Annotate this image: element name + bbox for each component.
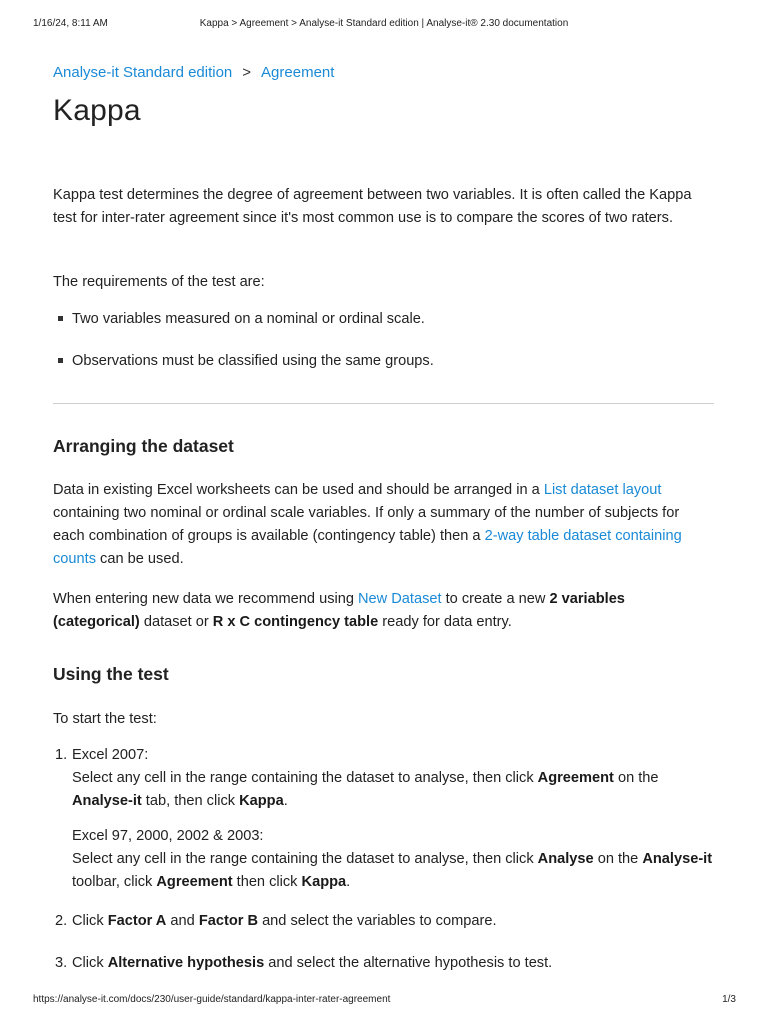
- text-run: When entering new data we recommend using: [53, 591, 359, 607]
- bullet-icon: [58, 316, 63, 321]
- text-run: Select any cell in the range containing the dataset to analyse, then click: [72, 851, 538, 867]
- step-excel2007-text: [72, 767, 714, 813]
- print-datetime: 1/16/24, 8:11 AM: [33, 18, 108, 29]
- text-run: on the: [593, 851, 643, 867]
- requirements-lead: The requirements of the test are:: [53, 274, 265, 290]
- list-item: [53, 910, 714, 952]
- bold-text: Agreement: [537, 770, 614, 786]
- heading-arranging-dataset: Arranging the dataset: [53, 436, 234, 456]
- print-footer: [0, 994, 768, 1008]
- list-item: [53, 952, 714, 975]
- intro-paragraph: Kappa test determines the degree of agreement between two variables. It is often called the Kappa test for inter-rater agreement since it's most common use is to compare the scores of two raters.: [53, 187, 692, 226]
- requirements-list: [53, 308, 714, 392]
- text-run: Data in existing Excel worksheets can be used and should be arranged in a: [53, 482, 544, 498]
- step-excel97-label: Excel 97, 2000, 2002 & 2003:: [72, 828, 264, 844]
- bold-text: Factor B: [198, 913, 259, 929]
- print-header: [0, 18, 768, 32]
- requirement-text: Observations must be classified using the same groups.: [72, 353, 434, 369]
- text-run: can be used.: [96, 551, 184, 567]
- text-run: on the: [613, 770, 659, 786]
- text-run: tab, then click: [141, 793, 240, 809]
- page-title: Kappa: [53, 94, 141, 127]
- text-run: Click: [72, 955, 108, 971]
- text-run: and select the alternative hypothesis to test.: [264, 955, 553, 971]
- text-run: to create a new: [441, 591, 550, 607]
- text-run: .: [283, 793, 288, 809]
- bold-text: Analyse-it: [72, 793, 142, 809]
- bold-text: Agreement: [156, 874, 233, 890]
- list-item: [53, 308, 714, 350]
- link-new-dataset[interactable]: New Dataset: [358, 591, 442, 607]
- bold-text: Alternative hypothesis: [107, 955, 265, 971]
- bold-text: Kappa: [239, 793, 284, 809]
- text-run: then click: [232, 874, 302, 890]
- link-list-dataset-layout[interactable]: List dataset layout: [543, 482, 662, 498]
- bullet-icon: [58, 358, 63, 363]
- step-number: 1.: [55, 747, 68, 763]
- text-run: Select any cell in the range containing the dataset to analyse, then click: [72, 770, 538, 786]
- bold-text: R x C contingency table: [212, 614, 379, 630]
- using-lead: To start the test:: [53, 711, 157, 727]
- print-page-title: Kappa > Agreement > Analyse-it Standard edition | Analyse-it® 2.30 documentation: [199, 18, 569, 29]
- spacer: [72, 813, 714, 825]
- print-url: https://analyse-it.com/docs/230/user-guide/standard/kappa-inter-rater-agreement: [33, 994, 391, 1005]
- arranging-paragraph-2: [53, 588, 714, 634]
- step-number: 2.: [55, 913, 68, 929]
- bold-text: Analyse: [537, 851, 594, 867]
- steps-list: [53, 744, 714, 975]
- breadcrumb-link-standard-edition[interactable]: Analyse-it Standard edition: [53, 64, 233, 81]
- print-page-number: 1/3: [722, 994, 736, 1005]
- breadcrumb-link-agreement[interactable]: Agreement: [261, 64, 335, 81]
- text-run: Click: [72, 913, 108, 929]
- step-excel2007-label: Excel 2007:: [72, 747, 149, 763]
- text-run: and: [166, 913, 199, 929]
- breadcrumb-separator: >: [242, 64, 252, 81]
- list-item: [53, 744, 714, 910]
- bold-text: 2 variables (categorical): [53, 591, 625, 630]
- text-run: toolbar, click: [72, 874, 157, 890]
- text-run: .: [346, 874, 351, 890]
- text-run: containing two nominal or ordinal scale variables. If only a summary of the number of subjects for each combination of groups is available (contingency table) then a: [53, 505, 680, 544]
- section-divider: [53, 403, 714, 404]
- bold-text: Kappa: [301, 874, 347, 890]
- requirement-text: Two variables measured on a nominal or ordinal scale.: [72, 311, 425, 327]
- list-item: [53, 350, 714, 392]
- step-number: 3.: [55, 955, 68, 971]
- text-run: dataset or: [139, 614, 213, 630]
- step-excel97-text: [72, 848, 714, 894]
- bold-text: Factor A: [107, 913, 167, 929]
- heading-using-test: Using the test: [53, 664, 169, 684]
- bold-text: Analyse-it: [642, 851, 713, 867]
- arranging-paragraph-1: [53, 479, 714, 571]
- text-run: and select the variables to compare.: [258, 913, 497, 929]
- link-2way-table-dataset[interactable]: 2-way table dataset containing counts: [53, 528, 682, 567]
- text-run: ready for data entry.: [378, 614, 512, 630]
- breadcrumb: [53, 64, 334, 81]
